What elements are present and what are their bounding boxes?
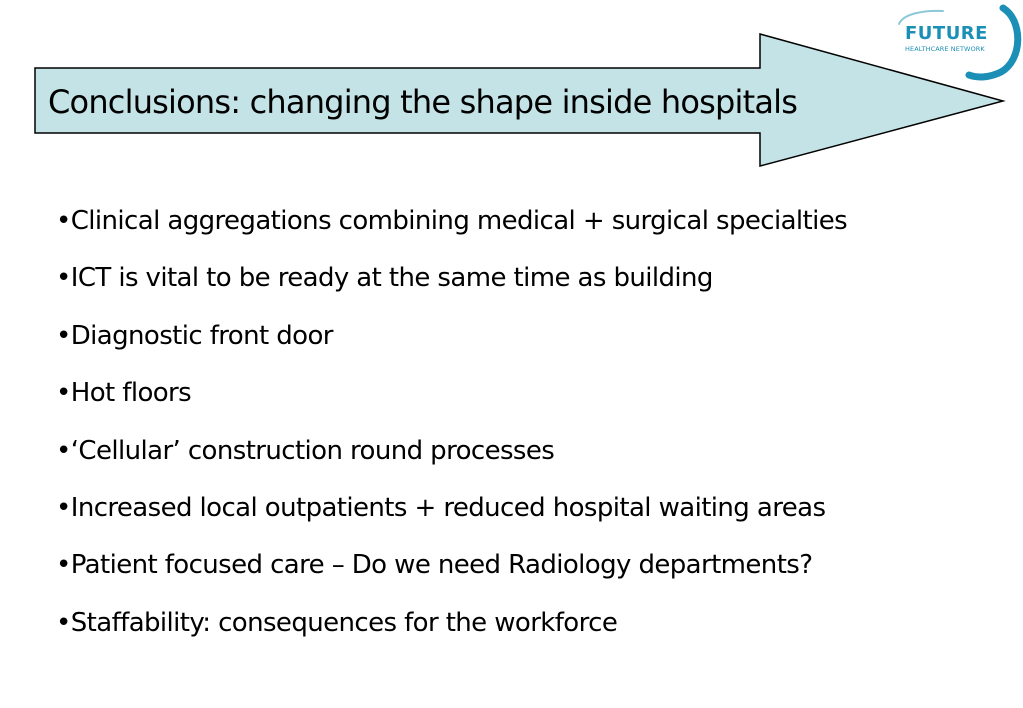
bullet-text: ICT is vital to be ready at the same time as building: [70, 263, 713, 294]
bullet-text: Patient focused care – Do we need Radiology departments?: [70, 550, 813, 581]
logo-name: FUTURE: [905, 23, 988, 44]
bullet-marker: •: [56, 607, 71, 638]
bullet-marker: •: [56, 206, 71, 236]
bullet-marker: •: [56, 492, 71, 523]
bullet-item: [56, 429, 847, 486]
bullet-text: Increased local outpatients + reduced hospital waiting areas: [70, 492, 826, 523]
slide-title: Conclusions: changing the shape inside hospitals: [48, 83, 798, 121]
bullet-marker: •: [56, 550, 71, 581]
bullet-text: Staffability: consequences for the workforce: [70, 607, 618, 638]
bullet-text: Hot floors: [70, 378, 192, 409]
bullet-item: [56, 601, 847, 658]
bullet-item: [56, 314, 847, 371]
bullet-item: [56, 486, 847, 543]
bullet-list: [56, 199, 847, 658]
bullet-item: [56, 543, 847, 600]
bullet-item: [56, 371, 847, 428]
bullet-marker: •: [56, 435, 71, 466]
bullet-item: [56, 256, 847, 313]
bullet-text: Diagnostic front door: [70, 320, 333, 351]
bullet-item: [56, 199, 847, 256]
bullet-marker: •: [56, 320, 71, 351]
bullet-text: Clinical aggregations combining medical + surgical specialties: [70, 206, 848, 236]
bullet-marker: •: [56, 263, 71, 294]
bullet-marker: •: [56, 378, 71, 409]
future-healthcare-network-logo: [893, 2, 1023, 82]
bullet-text: ‘Cellular’ construction round processes: [70, 435, 555, 466]
logo-subtitle: HEALTHCARE NETWORK: [905, 45, 985, 53]
